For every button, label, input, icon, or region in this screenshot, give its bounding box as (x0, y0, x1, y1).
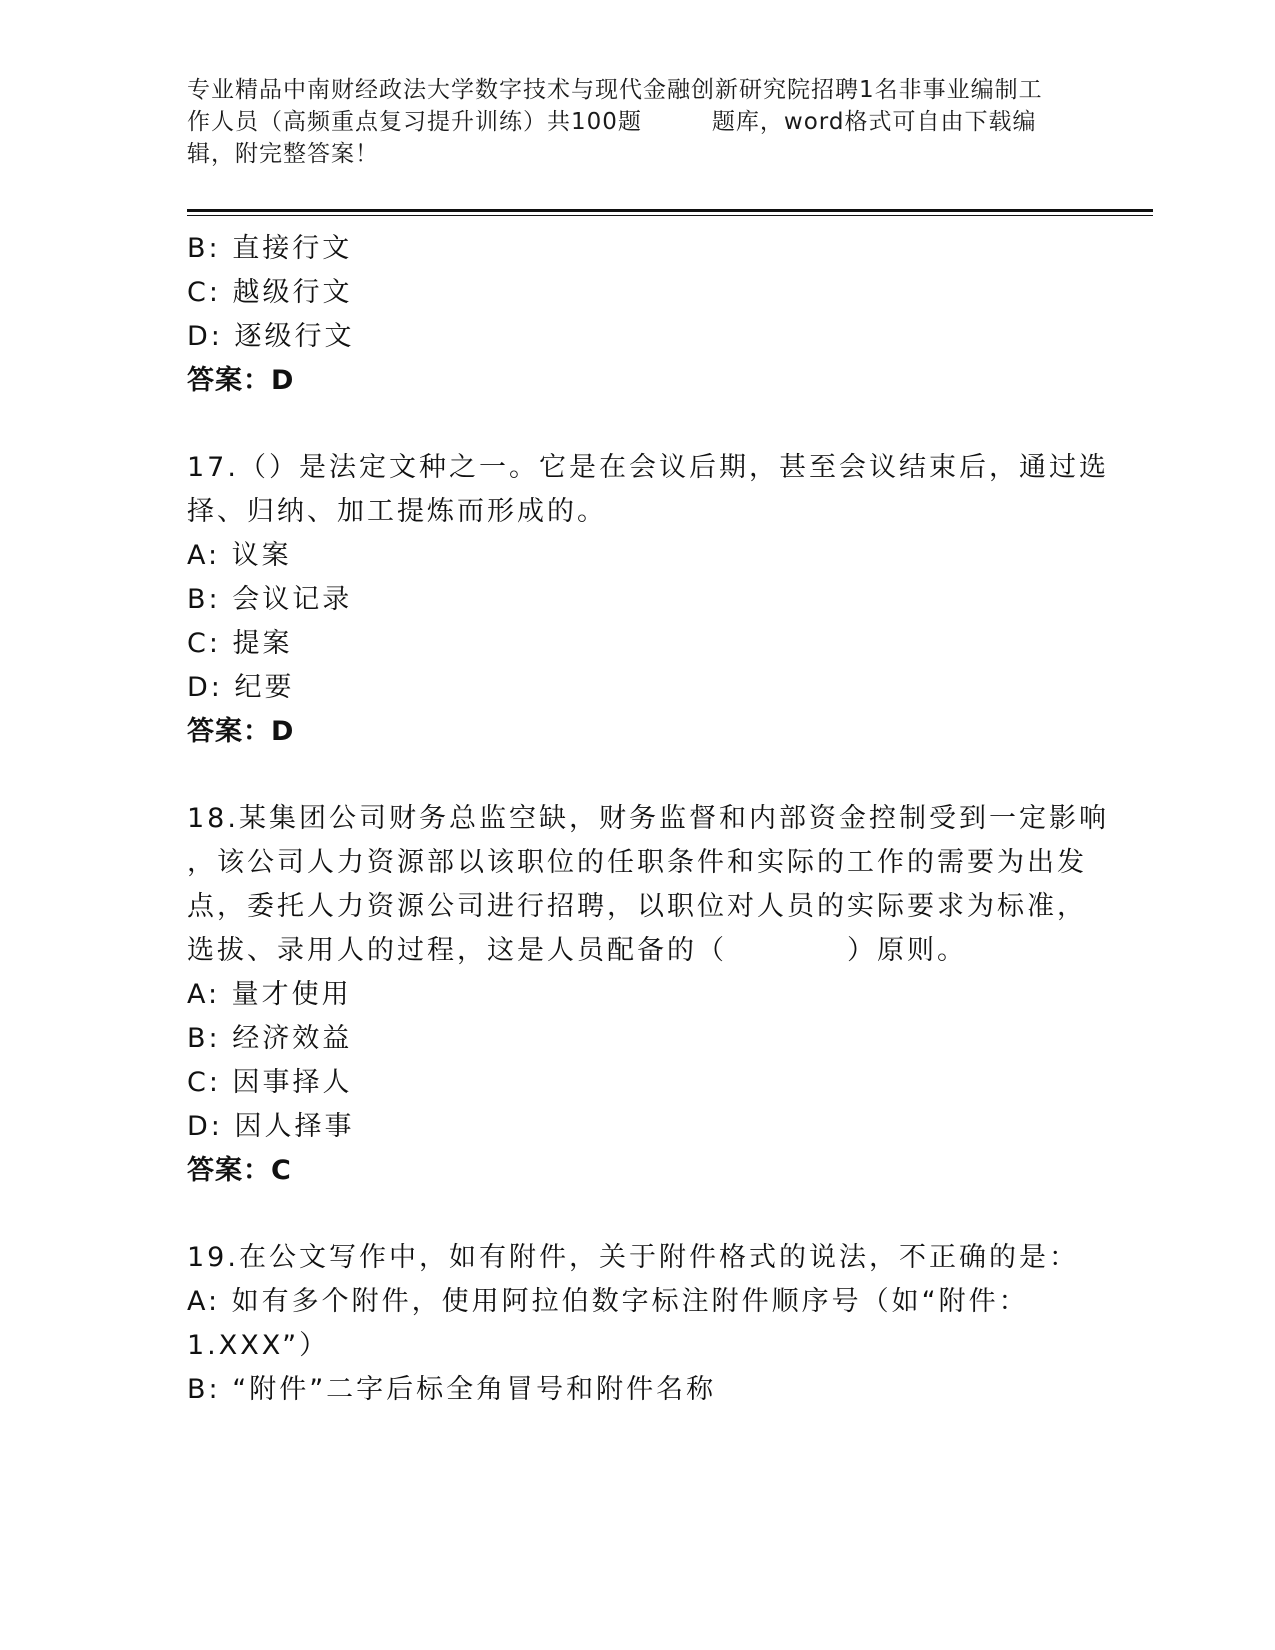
q17-stem-line-2: 择、归纳、加工提炼而形成的。 (187, 496, 607, 527)
q18-stem-line-4-end: ）原则。 (847, 935, 967, 966)
header-line-1: 专业精品中南财经政法大学数字技术与现代金融创新研究院招聘1名非事业编制工 (187, 77, 1043, 103)
q16-option-c: C: 越级行文 (187, 277, 353, 308)
q16-answer: 答案：D (187, 365, 295, 396)
q18-answer: 答案：C (187, 1155, 292, 1186)
q18-stem-line-2: ，该公司人力资源部以该职位的任职条件和实际的工作的需要为出发 (187, 847, 1087, 878)
q19-option-a-line-1: A: 如有多个附件，使用阿拉伯数字标注附件顺序号（如“附件： (187, 1286, 1029, 1317)
q16-option-d: D: 逐级行文 (187, 321, 355, 352)
q18-option-d: D: 因人择事 (187, 1111, 355, 1142)
q17-option-c: C: 提案 (187, 628, 293, 659)
q18-stem-line-3: 点，委托人力资源公司进行招聘，以职位对人员的实际要求为标准， (187, 891, 1087, 922)
q17-option-a: A: 议案 (187, 540, 292, 571)
q18-stem-line-4-start: 选拔、录用人的过程，这是人员配备的（ (187, 935, 727, 966)
q18-stem-line-1: 18.某集团公司财务总监空缺，财务监督和内部资金控制受到一定影响 (187, 803, 1109, 834)
q19-stem-line-1: 19.在公文写作中，如有附件，关于附件格式的说法，不正确的是： (187, 1242, 1079, 1273)
header-divider-thick (187, 209, 1153, 212)
header-line-3: 辑，附完整答案！ (187, 141, 379, 167)
header-line-2-start: 作人员（高频重点复习提升训练）共100题 (187, 109, 642, 135)
q17-option-b: B: 会议记录 (187, 584, 353, 615)
q18-stem-line-4 (187, 928, 967, 967)
document-header (187, 74, 1087, 170)
q19-option-a-line-2: 1.XXX”） (187, 1330, 330, 1361)
q18-option-c: C: 因事择人 (187, 1067, 353, 1098)
q18-option-b: B: 经济效益 (187, 1023, 353, 1054)
q18-option-a: A: 量才使用 (187, 979, 352, 1010)
q17-answer: 答案：D (187, 716, 295, 747)
q19-option-b: B: “附件”二字后标全角冒号和附件名称 (187, 1374, 717, 1405)
q17-option-d: D: 纪要 (187, 672, 295, 703)
header-line-2 (187, 106, 1087, 138)
header-line-2-end: 题库，word格式可自由下载编 (711, 109, 1037, 135)
q16-option-b: B: 直接行文 (187, 233, 353, 264)
header-divider-thin (187, 215, 1153, 216)
q17-stem-line-1: 17.（）是法定文种之一。它是在会议后期，甚至会议结束后，通过选 (187, 452, 1109, 483)
